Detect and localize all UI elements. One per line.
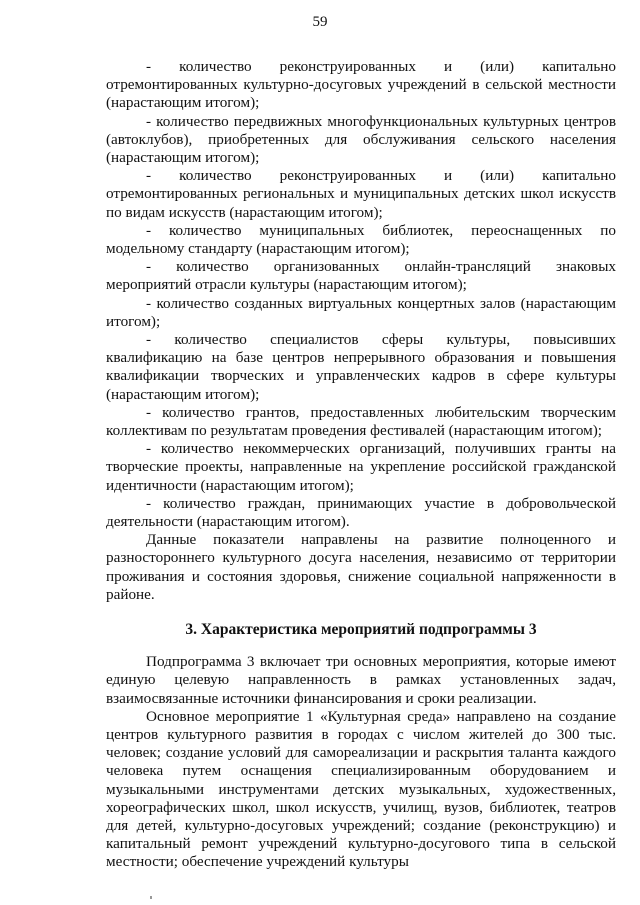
list-item: - количество некоммерческих организаций, получивших гранты на творческие проекты, направленные на укрепление российской гражданской идентичности (нарастающим итогом); <box>106 440 616 494</box>
section-heading: 3. Характеристика мероприятий подпрограммы 3 <box>185 621 537 639</box>
list-item: - количество организованных онлайн-трансляций знаковых мероприятий отрасли культуры (нарастающим итогом); <box>106 258 616 294</box>
list-item: - количество граждан, принимающих участие в добровольческой деятельности (нарастающим итогом). <box>106 494 616 531</box>
list-item: - количество реконструированных и (или) капитально отремонтированных культурно-досуговых учреждений в сельской местности (нарастающим итогом); <box>106 58 616 112</box>
list-item: - количество грантов, предоставленных любительским творческим коллективам по результатам проведения фестивалей (нарастающим итогом); <box>106 403 616 440</box>
list-item: - количество передвижных многофункциональных культурных центров (автоклубов), приобретенных для обслуживания сельского населения (нарастающим итогом); <box>106 112 616 167</box>
page-number: 59 <box>312 14 328 30</box>
list-item: - количество муниципальных библиотек, переоснащенных по модельному стандарту (нарастающим итогом); <box>106 221 616 258</box>
body-paragraph: Основное мероприятие 1 «Культурная среда» направлено на создание центров культурного развития в городах с числом жителей до 300 тыс. человек; создание условий для самореализации и раскрытия таланта каждого человека путем оснащения специализированным оборудованием и музыкальными инструментами детских музыкальных, художественных, хореографических школ, школ искусств, училищ, вузов, библиотек, театров для детей, культурно-досуговых учреждений; создание (реконструкцию) и капитальный ремонт учреждений культурно-досугового типа в сельской местности; обеспечение учреждений культуры <box>106 707 616 871</box>
body-paragraph: Подпрограмма 3 включает три основных мероприятия, которые имеют единую целевую направленность в рамках установленных задач, взаимосвязанные источники финансирования и сроки реализации. <box>106 653 616 707</box>
list-item: - количество реконструированных и (или) капитально отремонтированных региональных и муниципальных детских школ искусств по видам искусств (нарастающим итогом); <box>106 167 616 221</box>
list-item: - количество созданных виртуальных концертных залов (нарастающим итогом); <box>106 294 616 330</box>
list-item: - количество специалистов сферы культуры, повысивших квалификацию на базе центров непрерывного образования и повышения квалификации творческих и управленческих кадров в сфере культуры (нарастающим итогом); <box>106 331 616 403</box>
body-paragraph: Данные показатели направлены на развитие полноценного и разностороннего культурного досуга населения, независимо от территории проживания и состояния здоровья, снижение социальной напряженности в районе. <box>106 531 616 603</box>
page-content <box>106 58 616 872</box>
scan-artifact <box>150 896 152 899</box>
